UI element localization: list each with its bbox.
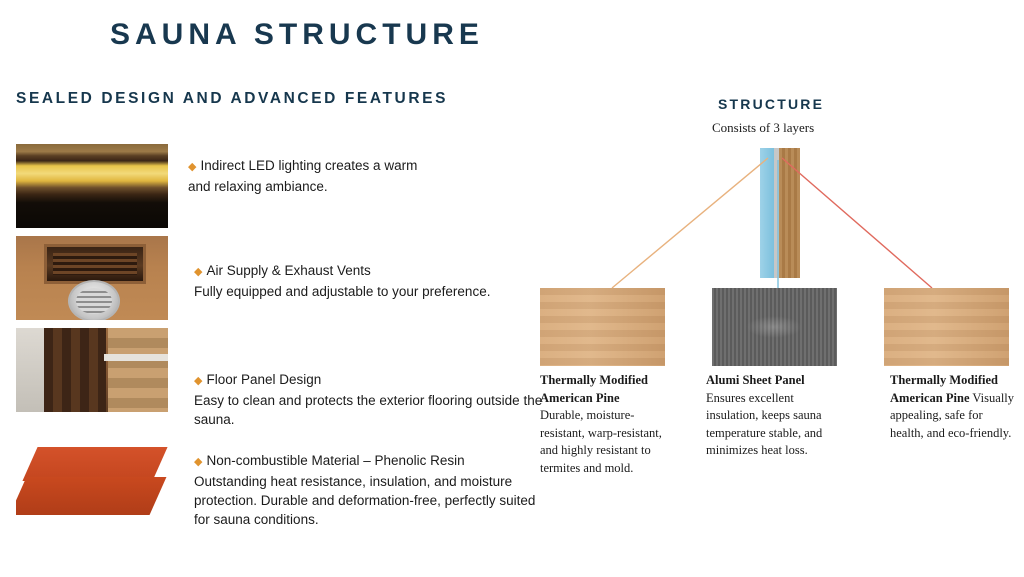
bullet-diamond-icon: ◆ <box>194 456 203 468</box>
bullet-diamond-icon: ◆ <box>194 375 203 387</box>
panel-caption-title: Alumi Sheet Panel <box>706 373 805 387</box>
floor-photo-dark-strip <box>44 328 106 412</box>
floor-photo-left-strip <box>16 328 44 412</box>
panel-caption-body: Visually appealing, safe for health, and eco-friendly. <box>890 390 1015 440</box>
floor-panel-design-photo <box>16 328 168 412</box>
feature-text <box>194 451 554 529</box>
connector-left-line <box>612 158 768 288</box>
feature-body: Outstanding heat resistance, insulation, and moisture protection. Durable and deformation-free, perfectly suited for sauna conditions. <box>194 474 536 527</box>
feature-body: and relaxing ambiance. <box>188 179 328 194</box>
feature-lead: Air Supply & Exhaust Vents <box>206 263 371 278</box>
bullet-diamond-icon: ◆ <box>194 266 203 278</box>
phenolic-resin-sheet-photo <box>16 437 168 529</box>
thermally-modified-pine-panel <box>540 288 665 366</box>
feature-text <box>188 156 558 196</box>
feature-lead: Non-combustible Material – Phenolic Resin <box>206 453 465 468</box>
feature-lead: Floor Panel Design <box>206 372 322 387</box>
floor-photo-panel-strip <box>108 328 168 412</box>
panel-caption-title: Thermally Modified American Pine <box>890 373 998 405</box>
page-title: SAUNA STRUCTURE <box>110 18 484 51</box>
connector-right-line <box>782 158 932 288</box>
feature-text <box>194 261 564 301</box>
panel-caption <box>706 372 830 460</box>
panel-caption-title: Thermally Modified American Pine <box>540 373 648 405</box>
bullet-diamond-icon: ◆ <box>188 161 197 173</box>
feature-row <box>16 236 536 320</box>
round-vent-shape <box>68 280 120 320</box>
section-heading-sealed-design: SEALED DESIGN AND ADVANCED FEATURES <box>16 90 449 107</box>
panel-caption <box>540 372 664 477</box>
alumi-sheet-panel <box>712 288 837 366</box>
phenolic-sheet-top <box>22 447 167 481</box>
panel-caption-body: Durable, moisture-resistant, warp-resistant, and highly resistant to termites and mold. <box>540 408 662 475</box>
phenolic-sheet-bottom <box>16 477 166 515</box>
structure-subheading: Consists of 3 layers <box>712 120 815 135</box>
indirect-led-lighting-photo <box>16 144 168 228</box>
connector-lines <box>520 140 1024 300</box>
section-heading-structure: STRUCTURE <box>718 96 825 112</box>
rectangular-vent-shape <box>44 244 146 284</box>
feature-row <box>16 328 543 427</box>
panel-caption-body: Ensures excellent insulation, keeps sauna temperature stable, and minimizes heat loss. <box>706 390 823 457</box>
feature-body: Fully equipped and adjustable to your preference. <box>194 284 491 299</box>
floor-photo-white-bar <box>104 354 168 361</box>
feature-row <box>16 144 536 228</box>
panel-caption <box>890 372 1014 442</box>
thermally-modified-pine-panel-2 <box>884 288 1009 366</box>
feature-lead: Indirect LED lighting creates a warm <box>200 158 418 173</box>
feature-row <box>16 437 536 529</box>
feature-body: Easy to clean and protects the exterior flooring outside the sauna. <box>194 393 543 427</box>
air-supply-exhaust-vent-photo <box>16 236 168 320</box>
feature-text <box>194 370 564 429</box>
